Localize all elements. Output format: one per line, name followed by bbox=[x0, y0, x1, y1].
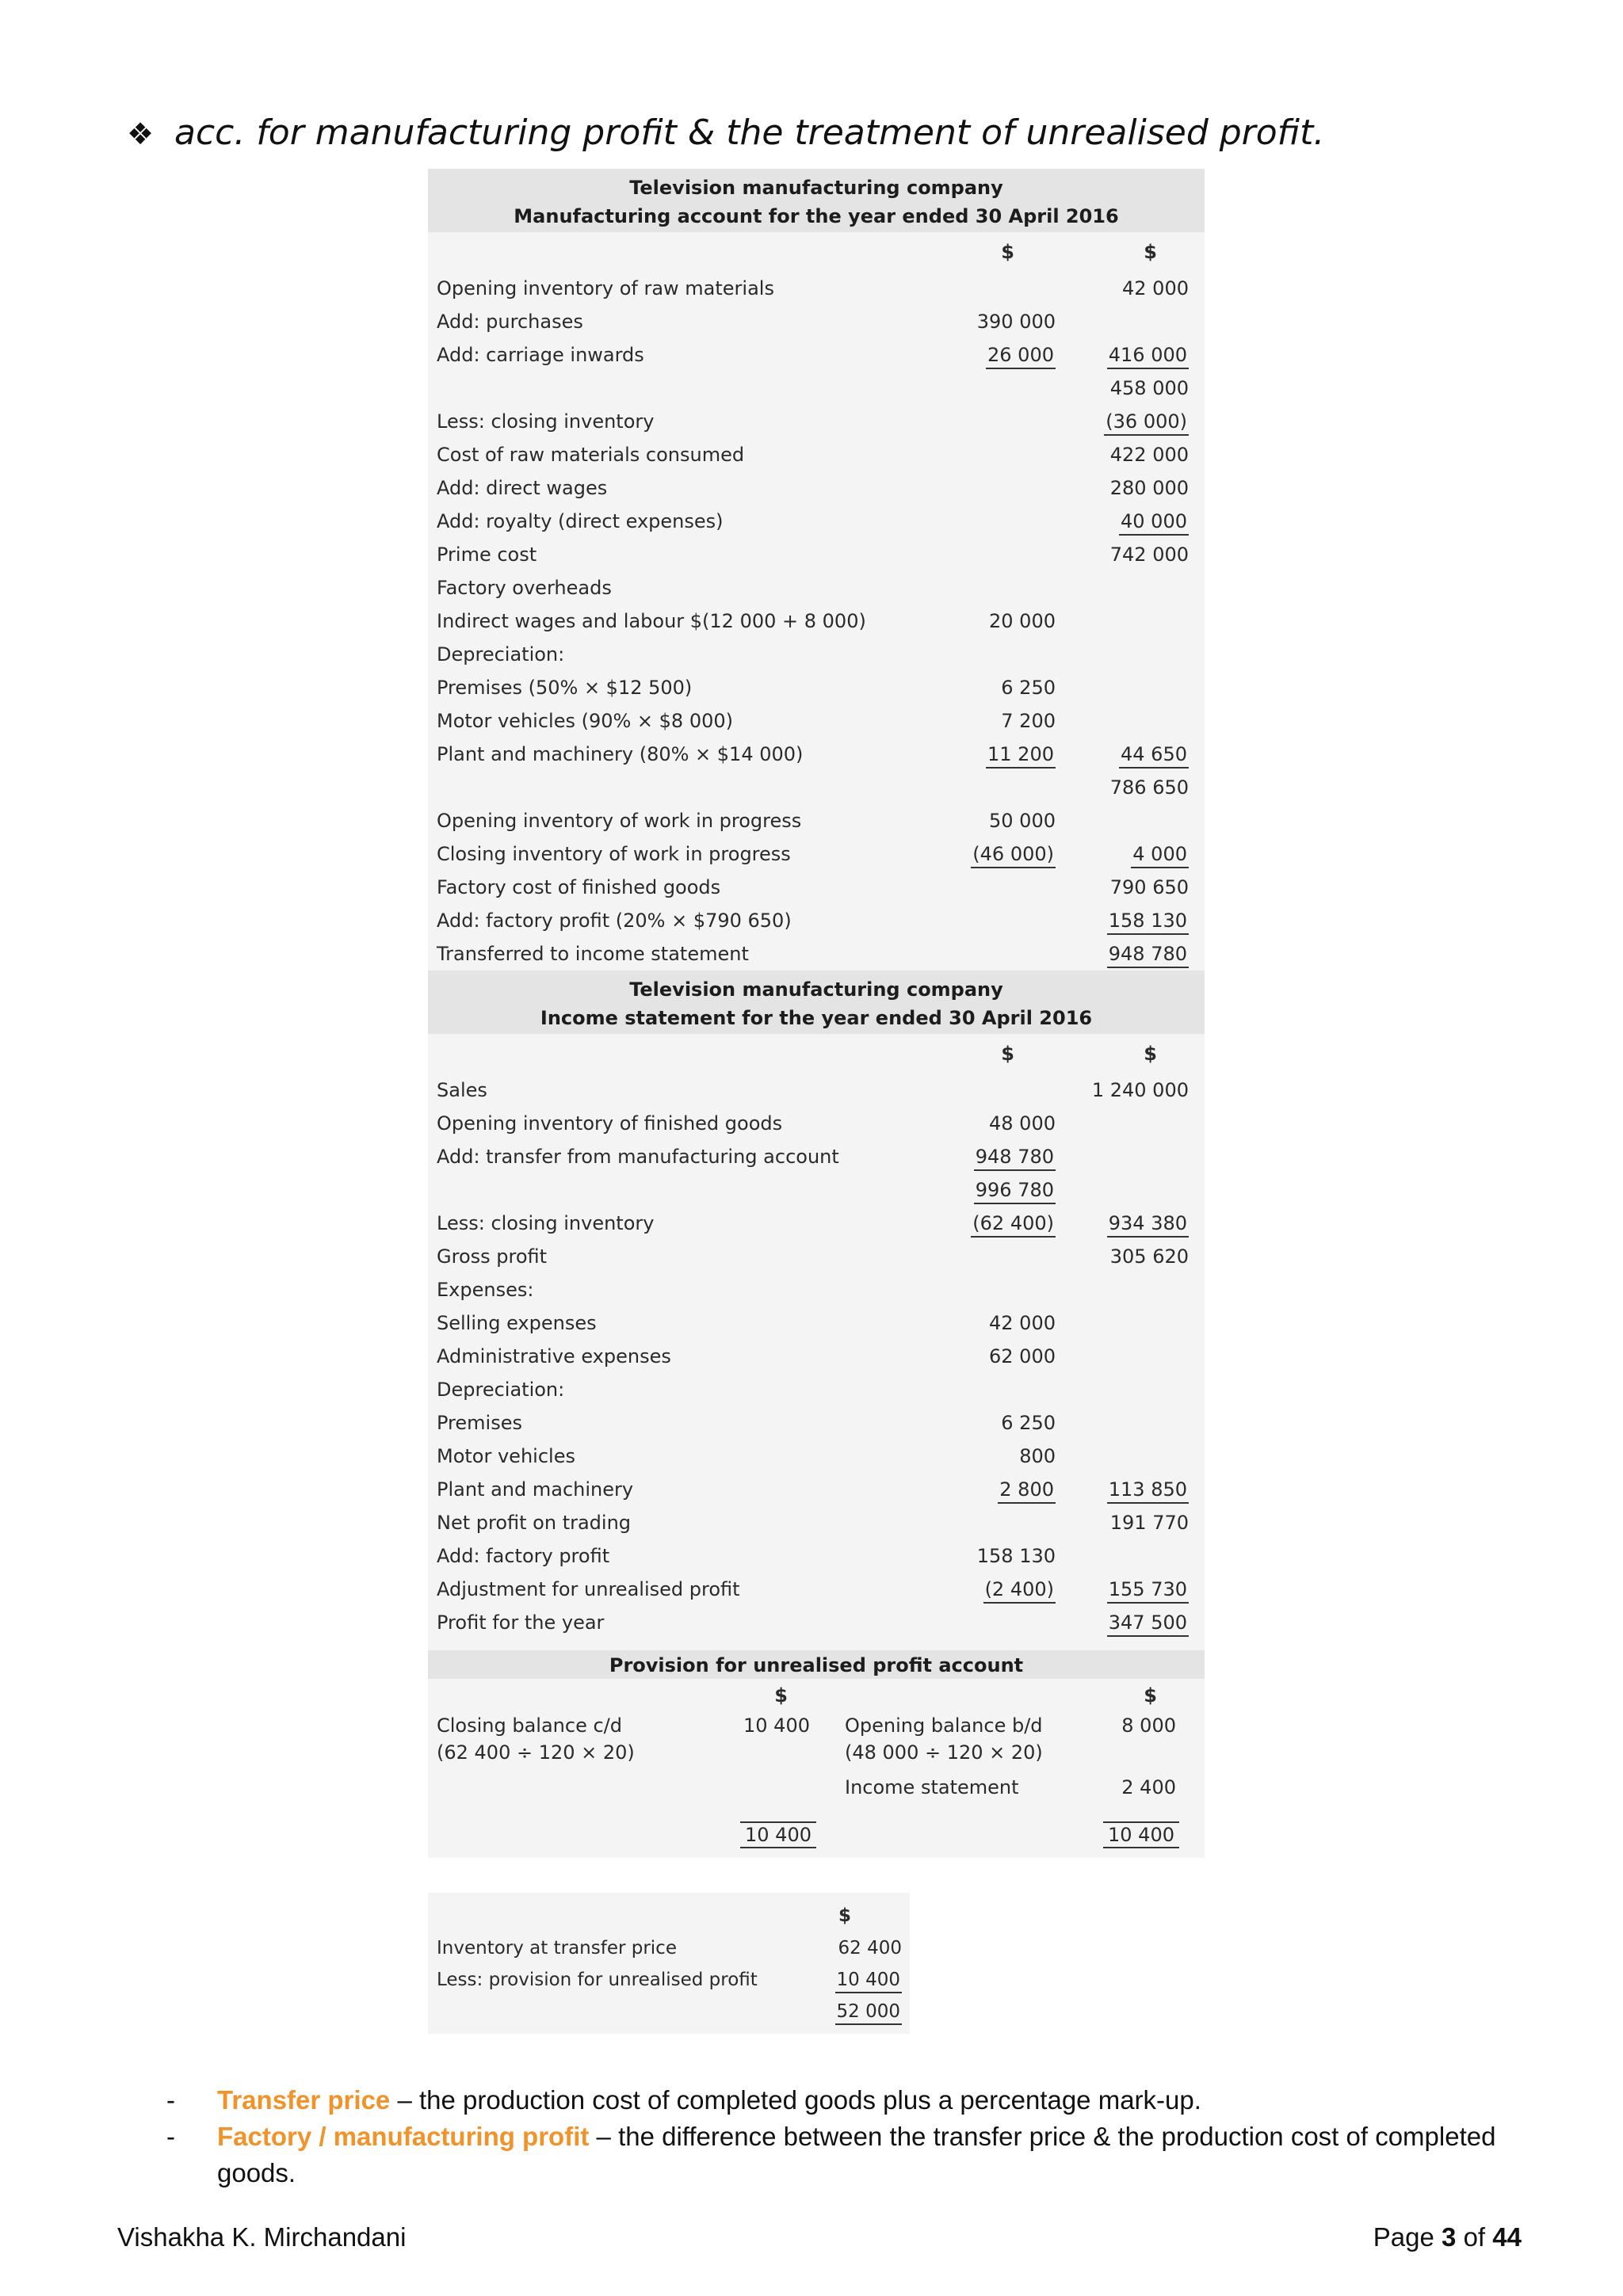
row-amount-inner bbox=[919, 1240, 1062, 1273]
row-amount-outer bbox=[1062, 804, 1205, 837]
row-amount-inner: 20 000 bbox=[989, 610, 1056, 632]
row-amount-outer bbox=[1062, 571, 1205, 605]
row-amount-outer bbox=[1062, 1340, 1205, 1373]
account-row bbox=[428, 1173, 1205, 1207]
row-label: Transferred to income statement bbox=[437, 943, 749, 965]
page-number: 3 bbox=[1442, 2222, 1457, 2252]
column-header: $ bbox=[1144, 1043, 1157, 1065]
row-label: Add: factory profit bbox=[437, 1545, 610, 1567]
row-amount-inner: 7 200 bbox=[1001, 710, 1056, 732]
row-amount-outer: 113 850 bbox=[1062, 1473, 1205, 1506]
account-row bbox=[428, 804, 1205, 837]
row-amount-outer: 1 240 000 bbox=[1091, 1079, 1189, 1101]
row-amount-outer bbox=[1062, 638, 1205, 671]
row-amount-outer: 4 000 bbox=[1062, 837, 1205, 871]
closing-balance-label: Closing balance c/d bbox=[437, 1714, 622, 1737]
row-label: Premises (50% × $12 500) bbox=[437, 677, 693, 699]
right-total: 10 400 bbox=[1103, 1821, 1179, 1848]
manufacturing-company-name: Television manufacturing company bbox=[629, 177, 1003, 199]
account-row bbox=[428, 505, 1205, 538]
row-amount-outer bbox=[1062, 305, 1205, 338]
inventory-transfer-value: 62 400 bbox=[838, 1938, 902, 1958]
row-label: Add: carriage inwards bbox=[437, 344, 644, 366]
account-row bbox=[428, 1273, 1205, 1306]
account-row bbox=[428, 671, 1205, 704]
row-label: Opening inventory of finished goods bbox=[437, 1112, 783, 1135]
provision-balance-row bbox=[428, 1712, 1205, 1766]
row-label: Net profit on trading bbox=[437, 1512, 632, 1534]
row-amount-inner bbox=[919, 1606, 1062, 1639]
row-amount-inner bbox=[919, 438, 1062, 471]
row-amount-inner: 6 250 bbox=[1001, 1412, 1056, 1434]
row-label: Profit for the year bbox=[437, 1611, 605, 1634]
row-amount-inner: 6 250 bbox=[1001, 677, 1056, 699]
row-amount-outer bbox=[1062, 1306, 1205, 1340]
income-statement-title bbox=[428, 971, 1205, 1034]
row-amount-inner bbox=[919, 771, 1062, 804]
row-label: Prime cost bbox=[437, 543, 537, 566]
row-amount-outer bbox=[1062, 1173, 1205, 1207]
account-row bbox=[428, 871, 1205, 904]
inventory-provision-value: 10 400 bbox=[815, 1964, 902, 1996]
row-amount-inner: 26 000 bbox=[919, 338, 1062, 372]
manufacturing-account-heading: Manufacturing account for the year ended 30 April 2016 bbox=[514, 205, 1119, 227]
row-amount-inner bbox=[919, 372, 1062, 405]
row-amount-inner bbox=[919, 471, 1062, 505]
income-statement-table bbox=[428, 1034, 1205, 1639]
account-row bbox=[428, 538, 1205, 571]
row-amount-inner bbox=[919, 571, 1062, 605]
row-label: Less: closing inventory bbox=[437, 410, 655, 433]
row-amount-inner bbox=[919, 871, 1062, 904]
account-row bbox=[428, 1107, 1205, 1140]
account-row bbox=[428, 1240, 1205, 1273]
closing-balance-calc: (62 400 ÷ 120 × 20) bbox=[437, 1741, 635, 1764]
account-row bbox=[428, 704, 1205, 738]
opening-balance-calc: (48 000 ÷ 120 × 20) bbox=[845, 1741, 1043, 1764]
row-amount-inner: 62 000 bbox=[989, 1345, 1056, 1367]
footer-author: Vishakha K. Mirchandani bbox=[117, 2222, 407, 2252]
provision-account-table bbox=[428, 1679, 1205, 1858]
inventory-transfer-label: Inventory at transfer price bbox=[437, 1938, 677, 1958]
row-label: Adjustment for unrealised profit bbox=[437, 1578, 740, 1600]
row-label: Cost of raw materials consumed bbox=[437, 444, 745, 466]
row-amount-inner: (46 000) bbox=[919, 837, 1062, 871]
account-row bbox=[428, 1473, 1205, 1506]
row-amount-inner bbox=[919, 937, 1062, 971]
account-row bbox=[428, 338, 1205, 372]
account-row bbox=[428, 305, 1205, 338]
accounts-panel bbox=[428, 169, 1205, 1858]
account-row bbox=[428, 1539, 1205, 1573]
row-amount-outer: 347 500 bbox=[1062, 1606, 1205, 1639]
manufacturing-account-table bbox=[428, 232, 1205, 971]
row-amount-inner: 948 780 bbox=[919, 1140, 1062, 1173]
row-amount-outer: 422 000 bbox=[1109, 444, 1189, 466]
row-amount-outer: 934 380 bbox=[1062, 1207, 1205, 1240]
inventory-labels bbox=[437, 1932, 758, 1996]
row-amount-outer: 458 000 bbox=[1109, 377, 1189, 399]
column-header: $ bbox=[1001, 241, 1014, 263]
column-header-row bbox=[428, 232, 1205, 272]
account-row bbox=[428, 904, 1205, 937]
row-amount-outer bbox=[1062, 704, 1205, 738]
row-amount-outer: 786 650 bbox=[1109, 776, 1189, 799]
column-header: $ bbox=[1144, 241, 1157, 263]
account-row bbox=[428, 1406, 1205, 1440]
row-label: Indirect wages and labour $(12 000 + 8 000) bbox=[437, 610, 866, 632]
account-row bbox=[428, 471, 1205, 505]
row-amount-inner: 2 800 bbox=[919, 1473, 1062, 1506]
column-header: $ bbox=[838, 1905, 852, 1926]
row-label: Motor vehicles (90% × $8 000) bbox=[437, 710, 734, 732]
account-row bbox=[428, 937, 1205, 971]
row-amount-outer: 416 000 bbox=[1062, 338, 1205, 372]
inventory-calculation-panel bbox=[428, 1893, 910, 2034]
definition-text: – the production cost of completed goods plus a percentage mark-up. bbox=[390, 2085, 1201, 2115]
inventory-provision-label: Less: provision for unrealised profit bbox=[437, 1970, 758, 1990]
income-statement-heading: Income statement for the year ended 30 April 2016 bbox=[540, 1007, 1093, 1029]
row-label: Plant and machinery (80% × $14 000) bbox=[437, 743, 804, 765]
account-row bbox=[428, 272, 1205, 305]
page-prefix: Page bbox=[1373, 2222, 1434, 2252]
row-label: Add: royalty (direct expenses) bbox=[437, 510, 724, 532]
row-amount-inner bbox=[919, 1373, 1062, 1406]
account-row bbox=[428, 1440, 1205, 1473]
row-amount-outer bbox=[1062, 1406, 1205, 1440]
row-amount-outer bbox=[1062, 1140, 1205, 1173]
row-amount-inner bbox=[919, 1074, 1062, 1107]
row-amount-outer: 155 730 bbox=[1062, 1573, 1205, 1606]
row-label: Factory overheads bbox=[437, 577, 612, 599]
diamond-bullet-icon: ❖ bbox=[127, 116, 155, 151]
inventory-calculation-table bbox=[428, 1893, 910, 1929]
row-amount-outer: 44 650 bbox=[1062, 738, 1205, 771]
row-label: Gross profit bbox=[437, 1245, 548, 1268]
account-row bbox=[428, 1606, 1205, 1639]
row-amount-inner bbox=[919, 505, 1062, 538]
column-header: $ bbox=[1001, 1043, 1014, 1065]
account-row bbox=[428, 771, 1205, 804]
row-amount-inner bbox=[919, 638, 1062, 671]
row-label: Factory cost of finished goods bbox=[437, 876, 721, 898]
row-amount-inner: 50 000 bbox=[989, 810, 1056, 832]
row-amount-outer: 948 780 bbox=[1062, 937, 1205, 971]
account-row bbox=[428, 405, 1205, 438]
provision-income-row bbox=[428, 1766, 1205, 1809]
account-row bbox=[428, 438, 1205, 471]
row-amount-inner bbox=[919, 904, 1062, 937]
account-row bbox=[428, 837, 1205, 871]
row-label: Expenses: bbox=[437, 1279, 534, 1301]
row-amount-inner: 996 780 bbox=[919, 1173, 1062, 1207]
row-label: Administrative expenses bbox=[437, 1345, 671, 1367]
row-label bbox=[428, 1173, 919, 1207]
account-row bbox=[428, 738, 1205, 771]
row-amount-inner: (2 400) bbox=[919, 1573, 1062, 1606]
row-amount-outer: (36 000) bbox=[1062, 405, 1205, 438]
manufacturing-account-title bbox=[428, 169, 1205, 232]
row-amount-outer: 790 650 bbox=[1109, 876, 1189, 898]
row-amount-outer bbox=[1062, 605, 1205, 638]
row-amount-outer bbox=[1062, 1273, 1205, 1306]
row-label: Motor vehicles bbox=[437, 1445, 575, 1467]
left-total: 10 400 bbox=[740, 1821, 816, 1848]
row-amount-outer bbox=[1062, 1373, 1205, 1406]
definition-notes bbox=[166, 2082, 1514, 2191]
closing-balance-amount: 10 400 bbox=[743, 1714, 810, 1737]
income-statement-amount: 2 400 bbox=[1121, 1776, 1176, 1798]
account-row bbox=[428, 605, 1205, 638]
income-company-name: Television manufacturing company bbox=[629, 978, 1003, 1001]
row-amount-inner bbox=[919, 405, 1062, 438]
dash-bullet-icon: - bbox=[166, 2122, 175, 2151]
account-row bbox=[428, 1506, 1205, 1539]
row-amount-outer: 191 770 bbox=[1109, 1512, 1189, 1534]
account-row bbox=[428, 1573, 1205, 1606]
income-rows bbox=[428, 1074, 1205, 1639]
row-label bbox=[428, 372, 919, 405]
row-amount-outer: 158 130 bbox=[1062, 904, 1205, 937]
row-label: Add: direct wages bbox=[437, 477, 608, 499]
row-amount-outer bbox=[1062, 1539, 1205, 1573]
row-label: Plant and machinery bbox=[437, 1478, 634, 1501]
footer-page-number bbox=[1373, 2222, 1522, 2252]
row-label: Premises bbox=[437, 1412, 522, 1434]
row-amount-inner: (62 400) bbox=[919, 1207, 1062, 1240]
row-label bbox=[428, 771, 919, 804]
row-label: Add: factory profit (20% × $790 650) bbox=[437, 910, 792, 932]
account-row bbox=[428, 1340, 1205, 1373]
row-label: Depreciation: bbox=[437, 643, 565, 666]
definition-text: – the difference between the transfer price & the production cost of completed goods. bbox=[217, 2122, 1496, 2187]
income-statement-label: Income statement bbox=[845, 1776, 1019, 1798]
account-row bbox=[428, 1140, 1205, 1173]
account-row bbox=[428, 1074, 1205, 1107]
account-row bbox=[428, 1373, 1205, 1406]
row-amount-inner bbox=[919, 538, 1062, 571]
section-heading bbox=[127, 113, 1324, 153]
account-row bbox=[428, 638, 1205, 671]
provision-total-row bbox=[428, 1809, 1205, 1858]
row-amount-outer bbox=[1062, 1107, 1205, 1140]
row-label: Add: purchases bbox=[437, 311, 583, 333]
row-amount-inner: 48 000 bbox=[989, 1112, 1056, 1135]
row-amount-inner bbox=[919, 1273, 1062, 1306]
provision-account-title bbox=[428, 1650, 1205, 1679]
note-transfer-price bbox=[166, 2082, 1514, 2119]
row-label: Less: closing inventory bbox=[437, 1212, 655, 1234]
row-amount-inner bbox=[919, 272, 1062, 305]
row-label: Sales bbox=[437, 1079, 487, 1101]
row-amount-outer bbox=[1062, 1440, 1205, 1473]
row-amount-inner: 158 130 bbox=[976, 1545, 1056, 1567]
row-amount-outer: 305 620 bbox=[1109, 1245, 1189, 1268]
row-label: Closing inventory of work in progress bbox=[437, 843, 791, 865]
row-amount-outer: 280 000 bbox=[1109, 477, 1189, 499]
inventory-values bbox=[815, 1932, 902, 2027]
row-amount-inner bbox=[919, 1506, 1062, 1539]
column-header: $ bbox=[1144, 1684, 1157, 1707]
opening-balance-amount: 8 000 bbox=[1121, 1714, 1176, 1737]
row-amount-inner: 390 000 bbox=[976, 311, 1056, 333]
term-factory-profit: Factory / manufacturing profit bbox=[217, 2122, 590, 2151]
row-amount-inner: 800 bbox=[1019, 1445, 1056, 1467]
column-header-row bbox=[428, 1034, 1205, 1074]
dash-bullet-icon: - bbox=[166, 2085, 175, 2115]
column-header: $ bbox=[774, 1684, 788, 1707]
inventory-net-value: 52 000 bbox=[815, 1996, 902, 2027]
row-label: Depreciation: bbox=[437, 1379, 565, 1401]
row-amount-outer bbox=[1062, 671, 1205, 704]
section-heading-text: acc. for manufacturing profit & the treatment of unrealised profit. bbox=[174, 113, 1325, 153]
row-amount-outer: 40 000 bbox=[1062, 505, 1205, 538]
row-amount-inner: 11 200 bbox=[919, 738, 1062, 771]
row-amount-outer: 42 000 bbox=[1122, 277, 1189, 299]
note-factory-profit bbox=[166, 2119, 1514, 2191]
term-transfer-price: Transfer price bbox=[217, 2085, 391, 2115]
row-amount-inner: 42 000 bbox=[989, 1312, 1056, 1334]
provision-account-heading: Provision for unrealised profit account bbox=[609, 1654, 1024, 1676]
row-label: Opening inventory of raw materials bbox=[437, 277, 774, 299]
account-row bbox=[428, 1306, 1205, 1340]
row-label: Add: transfer from manufacturing account bbox=[437, 1146, 839, 1168]
account-row bbox=[428, 571, 1205, 605]
page-total: 44 bbox=[1492, 2222, 1522, 2252]
account-row bbox=[428, 372, 1205, 405]
manufacturing-rows bbox=[428, 272, 1205, 971]
opening-balance-label: Opening balance b/d bbox=[845, 1714, 1043, 1737]
row-label: Opening inventory of work in progress bbox=[437, 810, 802, 832]
provision-header-row bbox=[428, 1679, 1205, 1712]
account-row bbox=[428, 1207, 1205, 1240]
page-of: of bbox=[1463, 2222, 1486, 2252]
row-amount-outer: 742 000 bbox=[1109, 543, 1189, 566]
row-label: Selling expenses bbox=[437, 1312, 597, 1334]
